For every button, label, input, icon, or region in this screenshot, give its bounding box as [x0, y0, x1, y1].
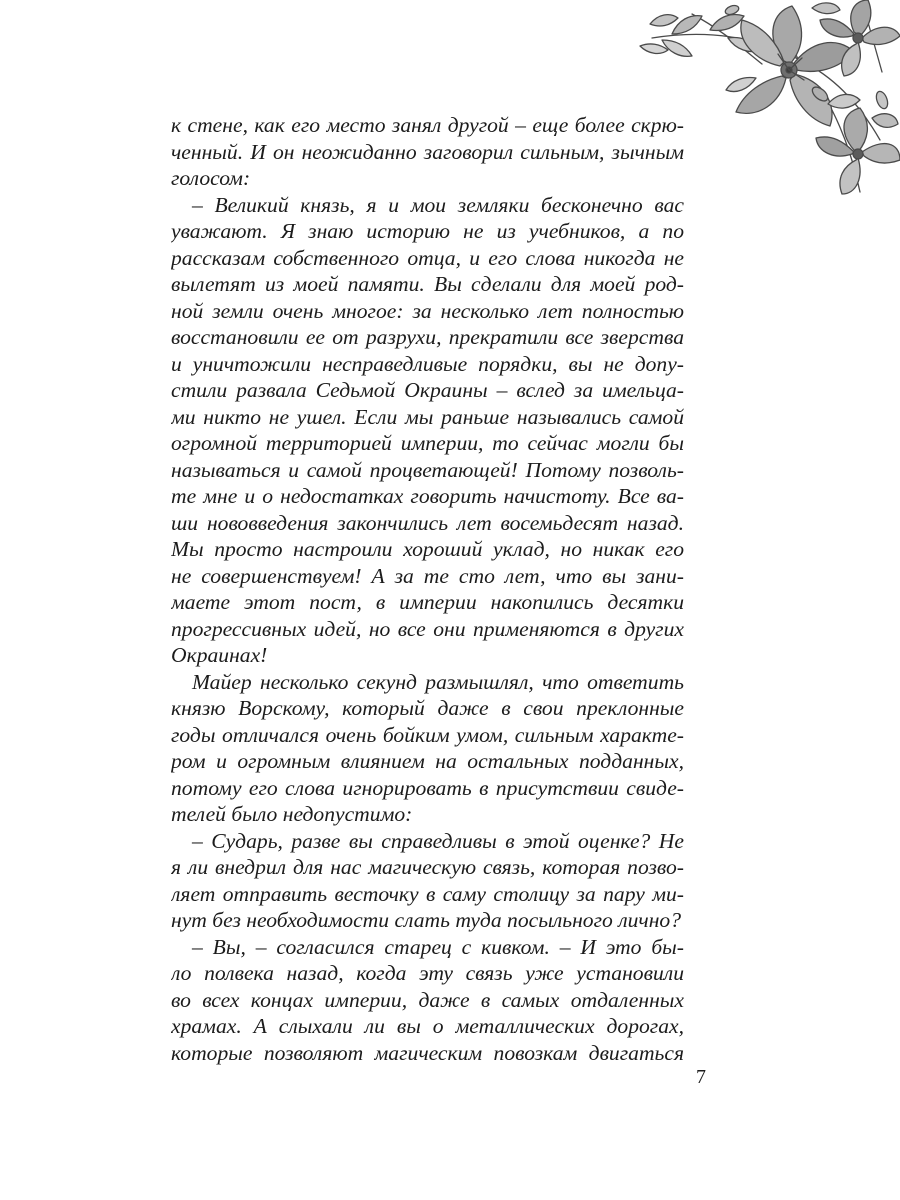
- text-line: – Вы, – согласился старец с кивком. – И это бы-: [192, 934, 684, 959]
- text-line: ми никто не ушел. Если мы раньше назывались самой: [171, 404, 684, 429]
- text-line: уважают. Я знаю историю не из учебников, а по: [171, 219, 684, 243]
- page-number: 7: [696, 1066, 706, 1088]
- text-line: огромной территорией империи, то сейчас могли бы: [171, 431, 684, 455]
- text-line: к стене, как его место занял другой – еще более скрю-: [171, 113, 684, 137]
- text-line: – Сударь, разве вы справедливы в этой оценке? Не: [192, 828, 684, 853]
- text-line: которые позволяют магическим повозкам двигаться: [171, 1040, 684, 1065]
- text-line: ляет отправить весточку в саму столицу за пару ми-: [171, 881, 684, 906]
- text-line: Мы просто настроили хороший уклад, но никак его: [171, 537, 684, 561]
- text-line: стили развала Седьмой Окраины – вслед за имельца-: [171, 378, 684, 402]
- text-line: я ли внедрил для нас магическую связь, которая позво-: [171, 855, 684, 879]
- body-text: [171, 112, 684, 1066]
- text-line: храмах. А слыхали ли вы о металлических дорогах,: [171, 1014, 684, 1038]
- text-line: рассказам собственного отца, и его слова никогда не: [171, 245, 684, 270]
- text-line: телей было недопустимо:: [171, 802, 413, 826]
- text-line: восстановили ее от разрухи, прекратили все зверства: [171, 325, 684, 349]
- text-line: Окраинах!: [171, 643, 268, 667]
- text-line: ченный. И он неожиданно заговорил сильным, зычным: [171, 139, 684, 164]
- text-line: ши нововведения закончились лет восемьдесят назад.: [171, 510, 684, 535]
- text-line: ло полвека назад, когда эту связь уже установили: [171, 961, 684, 985]
- text-line: годы отличался очень бойким умом, сильным характе-: [171, 722, 684, 747]
- text-line: прогрессивных идей, но все они применяются в других: [171, 616, 684, 641]
- text-line: нут без необходимости слать туда посыльного лично?: [171, 908, 682, 932]
- text-line: ной земли очень многое: за несколько лет полностью: [171, 298, 684, 323]
- text-line: – Великий князь, я и мои земляки бесконечно вас: [192, 192, 684, 217]
- text-line: не совершенствуем! А за те сто лет, что вы зани-: [171, 563, 684, 588]
- text-line: ром и огромным влиянием на остальных подданных,: [171, 749, 684, 773]
- text-line: во всех концах империи, даже в самых отдаленных: [171, 987, 684, 1012]
- text-line: вылетят из моей памяти. Вы сделали для моей род-: [171, 272, 684, 296]
- text-line: те мне и о недостатках говорить начистоту. Все ва-: [171, 484, 684, 508]
- text-line: и уничтожили несправедливые порядки, вы не допу-: [171, 351, 684, 376]
- text-line: Майер несколько секунд размышлял, что ответить: [192, 669, 684, 694]
- text-line: потому его слова игнорировать в присутствии свиде-: [171, 775, 684, 800]
- text-line: маете этот пост, в империи накопились десятки: [171, 590, 684, 614]
- text-line: князю Ворскому, который даже в свои преклонные: [171, 696, 684, 720]
- text-line: голосом:: [171, 166, 251, 190]
- text-line: называться и самой процветающей! Потому позволь-: [171, 457, 684, 482]
